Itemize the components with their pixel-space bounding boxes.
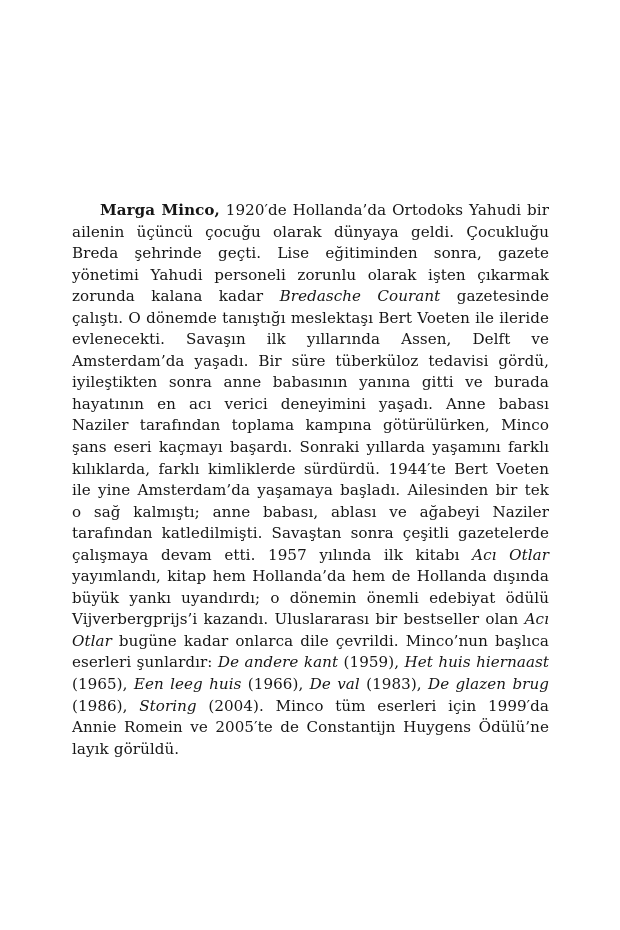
work-title-italic: Acı Otlar (472, 545, 549, 564)
work-title-italic: Storing (139, 696, 197, 715)
author-name-lead: Marga Minco, (100, 201, 220, 219)
biography-text-block (72, 200, 549, 760)
body-text-run: 1920′de Hollanda’da Ortodoks Yahudi bir ailenin üçüncü çocuğu olarak dünyaya geldi. Çocukluğu Breda şehrinde geçti. Lise eğitiminden sonra, gazete yönetimi Yahudi personeli zorunlu olarak işten çıkarmak zorunda kalana kadar (72, 201, 549, 306)
work-title-italic: Acı Otlar (72, 610, 549, 650)
biography-paragraph (72, 200, 549, 760)
work-title-italic: De andere kant (217, 653, 339, 672)
work-title-italic: Bredasche Courant (279, 287, 441, 306)
body-text-run: (1959), (338, 653, 405, 672)
body-text-run: gazetesinde çalıştı. O dönemde tanıştığı meslektaşı Bert Voeten ile ileride evlenecekti. Savaşın ilk yıllarında Assen, Delft ve Amsterdam’da yaşadı. Bir süre tüberküloz tedavisi gördü, iyileştikten sonra anne babasının yanına gitti ve burada hayatının en acı verici deneyimini yaşadı. Anne babası Naziler tarafından toplama kampına götürülürken, Minco şans eseri kaçmayı başardı. Sonraki yıllarda yaşamını farklı kılıklarda, farklı kimliklerde sürdürdü. 1944′te Bert Voeten ile yine Amsterdam’da yaşamaya başladı. Ailesinden bir tek o sağ kalmıştı; anne babası, ablası ve ağabeyi Naziler tarafından katledilmişti. Savaştan sonra çeşitli gazetelerde çalışmaya devam etti. 1957 yılında ilk kitabı (72, 287, 549, 564)
body-text-run: yayımlandı, kitap hem Hollanda’da hem de Hollanda dışında büyük yankı uyandırdı; o dönemin önemli edebiyat ödülü Vijverbergprijs’i kazandı. Uluslararası bir bestseller olan (72, 567, 549, 629)
body-text-run: (1983), (359, 675, 429, 694)
body-text-run: (1966), (241, 675, 310, 694)
body-text-run: (2004). Minco tüm eserleri için 1999′da Annie Romein ve 2005′te de Constantijn Huygens Ödülü’ne layık görüldü. (72, 696, 549, 758)
work-title-italic: De val (309, 675, 360, 694)
work-title-italic: De glazen brug (428, 675, 550, 694)
work-title-italic: Een leeg huis (133, 675, 242, 694)
biography-body (72, 201, 549, 758)
body-text-run: bugüne kadar onlarca dile çevrildi. Minco’nun başlıca eserleri şunlardır: (72, 631, 549, 672)
body-text-run: (1986), (72, 696, 140, 715)
body-text-run: (1965), (72, 675, 134, 694)
work-title-italic: Het huis hiernaast (404, 653, 550, 672)
